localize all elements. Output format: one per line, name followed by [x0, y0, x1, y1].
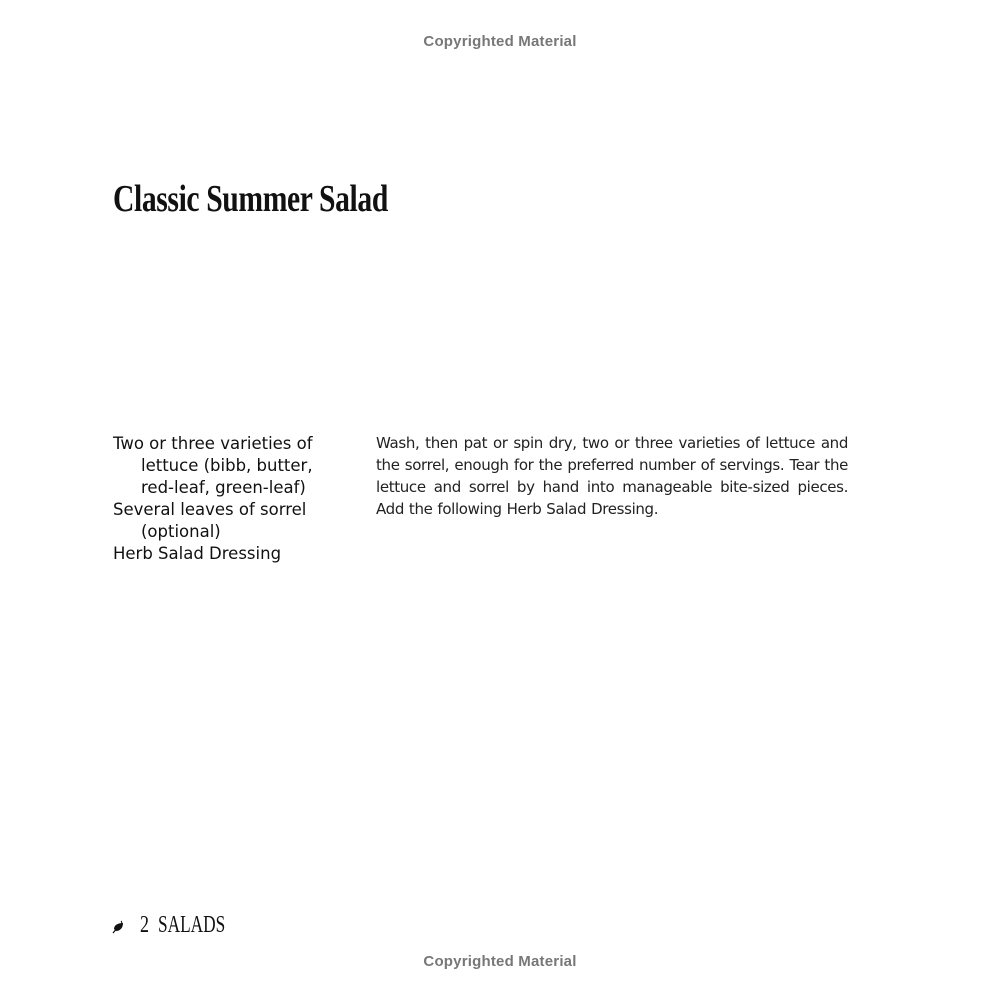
ingredient-item: [113, 543, 333, 565]
ingredient-line: (optional): [141, 522, 221, 541]
ingredient-list: [113, 433, 333, 565]
ingredient-line: Several leaves of sorrel: [113, 500, 307, 519]
page-number: 2: [140, 912, 149, 938]
section-name: SALADS: [158, 912, 226, 938]
recipe-title: Classic Summer Salad: [113, 178, 388, 220]
copyright-watermark-top: Copyrighted Material: [423, 33, 577, 50]
ingredient-item: [113, 499, 333, 543]
ingredient-line: lettuce (bibb, butter,: [141, 456, 313, 475]
ingredient-item: [113, 433, 333, 499]
recipe-instructions: Wash, then pat or spin dry, two or three varieties of lettuce and the sorrel, enough for the preferred number of servings. Tear the lettuce and sorrel by hand into manageable bite-sized pieces. Add the following Herb Salad Dressing.: [376, 434, 848, 518]
ingredient-line: Herb Salad Dressing: [113, 544, 282, 563]
ingredient-line: Two or three varieties of: [113, 434, 313, 453]
leaf-icon: [112, 920, 126, 934]
page-footer: [112, 912, 251, 939]
copyright-watermark-bottom: Copyrighted Material: [423, 953, 577, 970]
ingredient-line: red-leaf, green-leaf): [141, 478, 306, 497]
